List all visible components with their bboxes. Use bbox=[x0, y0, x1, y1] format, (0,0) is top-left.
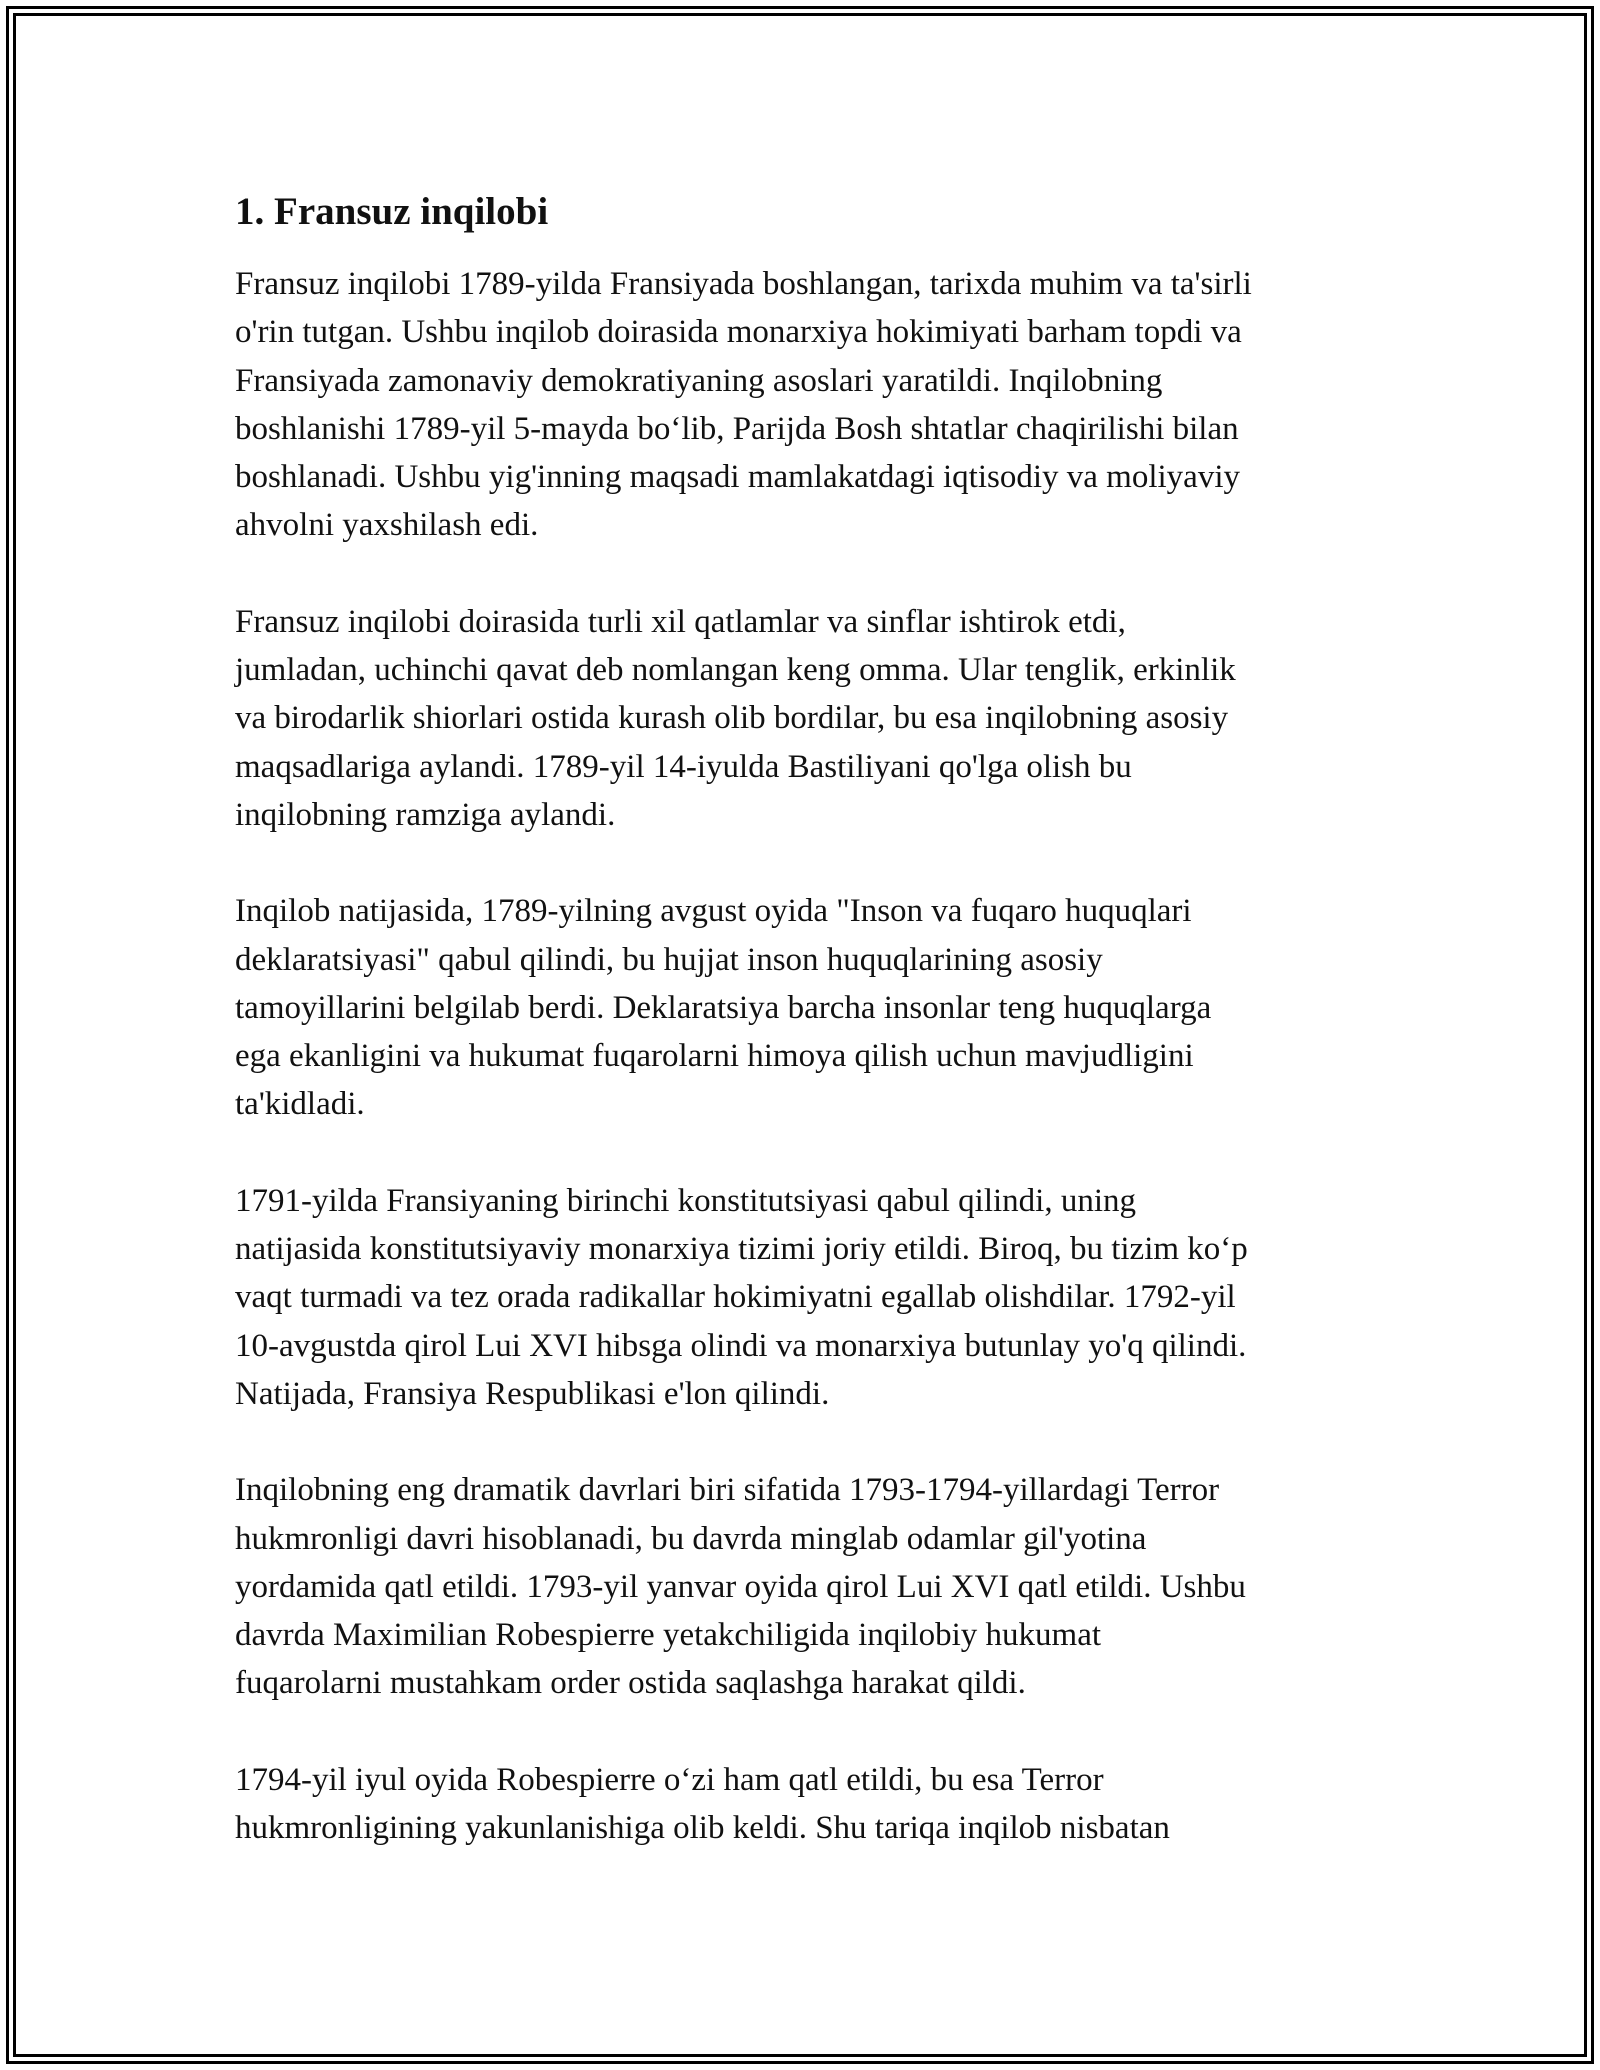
paragraph-5: Inqilobning eng dramatik davrlari biri sifatida 1793-1794-yillardagi Terror hukmronligi davri hisoblanadi, bu davrda minglab odamlar gil'yotina yordamida qatl etildi. 1793-yil yanvar oyida qirol Lui XVI qatl etildi. Ushbu davrda Maximilian Robespierre yetakchiligida inqilobiy hukumat fuqarolarni mustahkam order ostida saqlashga harakat qildi. bbox=[235, 1472, 1246, 1702]
document-body bbox=[235, 186, 1370, 1900]
paragraph-3: Inqilob natijasida, 1789-yilning avgust oyida "Inson va fuqaro huquqlari deklaratsiyasi" qabul qilindi, bu hujjat inson huquqlarining asosiy tamoyillarini belgilab berdi. Deklaratsiya barcha insonlar teng huquqlarga ega ekanligini va hukumat fuqarolarni himoya qilish uchun mavjudligini ta'kidladi. bbox=[235, 893, 1212, 1123]
paragraph-4: 1791-yilda Fransiyaning birinchi konstitutsiyasi qabul qilindi, uning natijasida konstitutsiyaviy monarxiya tizimi joriy etildi. Biroq, bu tizim ko‘p vaqt turmadi va tez orada radikallar hokimiyatni egallab olishdilar. 1792-yil 10-avgustda qirol Lui XVI hibsga olindi va monarxiya butunlay yo'q qilindi. Natijada, Fransiya Respublikasi e'lon qilindi. bbox=[235, 1182, 1248, 1412]
paragraph-6: 1794-yil iyul oyida Robespierre o‘zi ham qatl etildi, bu esa Terror hukmronligining yakunlanishiga olib keldi. Shu tariqa inqilob nisbatan bbox=[235, 1761, 1170, 1847]
section-heading: 1. Fransuz inqilobi bbox=[235, 190, 549, 233]
paragraph-2: Fransuz inqilobi doirasida turli xil qatlamlar va sinflar ishtirok etdi, jumladan, uchinchi qavat deb nomlangan keng omma. Ular tenglik, erkinlik va birodarlik shiorlari ostida kurash olib bordilar, bu esa inqilobning asosiy maqsadlariga aylandi. 1789-yil 14-iyulda Bastiliyani qo'lga olish bu inqilobning ramziga aylandi. bbox=[235, 603, 1236, 833]
paragraph-1: Fransuz inqilobi 1789-yilda Fransiyada boshlangan, tarixda muhim va ta'sirli o'rin tutgan. Ushbu inqilob doirasida monarxiya hokimiyati barham topdi va Fransiyada zamonaviy demokratiyaning asoslari yaratildi. Inqilobning boshlanishi 1789-yil 5-mayda bo‘lib, Parijda Bosh shtatlar chaqirilishi bilan boshlanadi. Ushbu yig'inning maqsadi mamlakatdagi iqtisodiy va moliyaviy ahvolni yaxshilash edi. bbox=[235, 266, 1252, 544]
